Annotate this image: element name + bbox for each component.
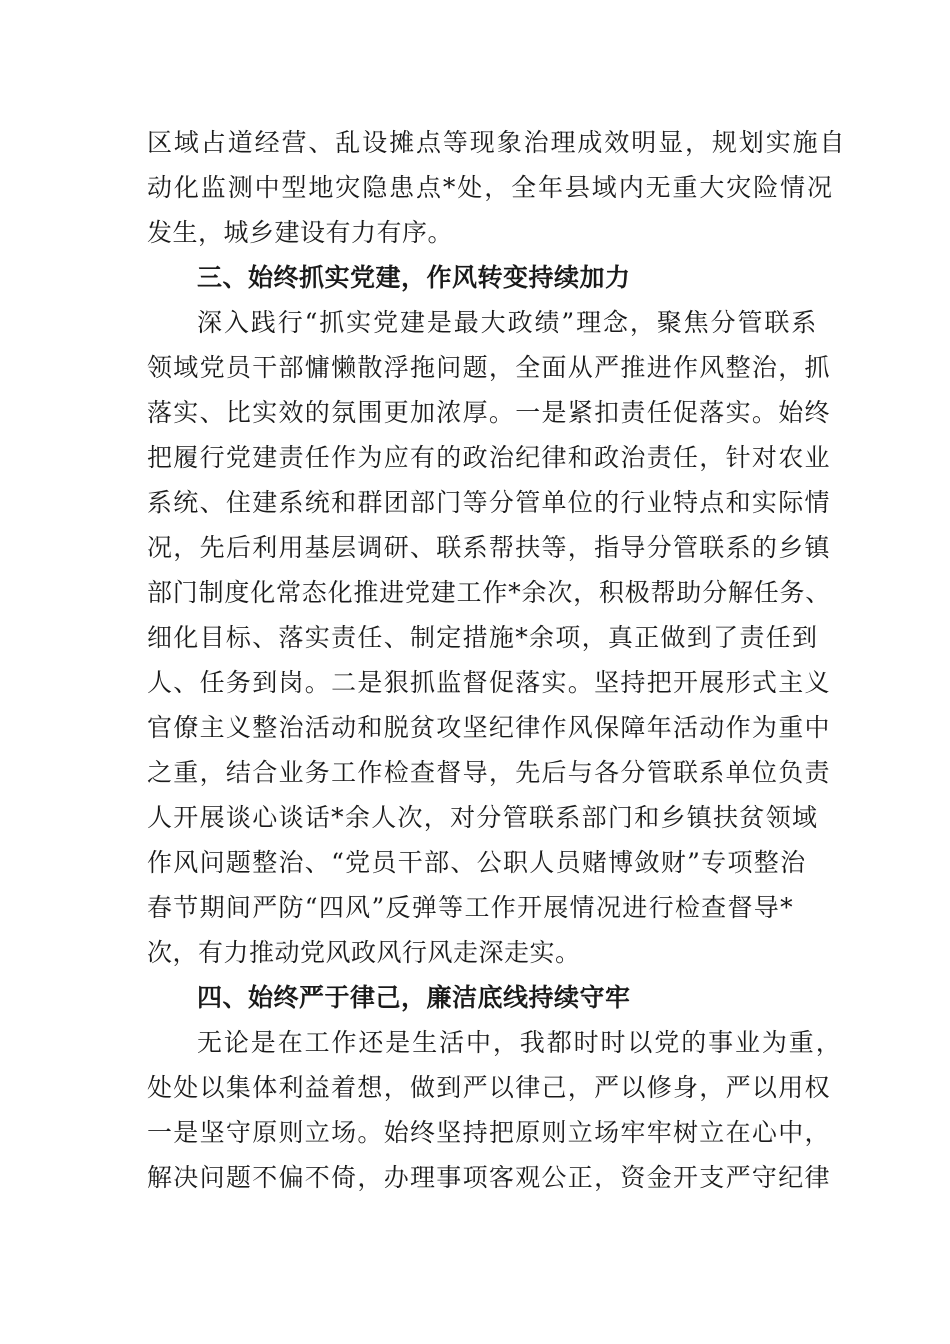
text-line-6: 领域党员干部慵懒散浮拖问题，全面从严推进作风整治，抓 xyxy=(147,353,831,382)
text-line-14: 官僚主义整治活动和脱贫攻坚纪律作风保障年活动作为重中 xyxy=(147,713,831,742)
text-line-7: 落实、比实效的氛围更加浓厚。一是紧扣责任促落实。始终 xyxy=(147,398,831,427)
paragraph-start: 深入践行“抓实党建是最大政绩”理念，聚焦分管联系 xyxy=(197,308,819,337)
text-line-13: 人、任务到岗。二是狠抓监督促落实。坚持把开展形式主义 xyxy=(147,668,831,697)
section-heading-3: 三、始终抓实党建，作风转变持续加力 xyxy=(197,263,631,292)
text-line-2: 动化监测中型地灾隐患点*处，全年县域内无重大灾险情况 xyxy=(147,173,834,202)
text-line-1: 区域占道经营、乱设摊点等现象治理成效明显，规划实施自 xyxy=(147,128,847,157)
text-line-18: 春节期间严防“四风”反弹等工作开展情况进行检查督导* xyxy=(147,893,794,922)
section-heading-4: 四、始终严于律己，廉洁底线持续守牢 xyxy=(197,983,631,1012)
text-line-19: 次，有力推动党风政风行风走深走实。 xyxy=(147,938,581,967)
text-line-8: 把履行党建责任作为应有的政治纪律和政治责任，针对农业 xyxy=(147,443,831,472)
text-line-15: 之重，结合业务工作检查督导，先后与各分管联系单位负责 xyxy=(147,758,831,787)
text-line-9: 系统、住建系统和群团部门等分管单位的行业特点和实际情 xyxy=(147,488,831,517)
paragraph-start: 无论是在工作还是生活中，我都时时以党的事业为重， xyxy=(197,1028,843,1057)
text-line-22: 处处以集体利益着想，做到严以律己，严以修身，严以用权 xyxy=(147,1073,831,1102)
text-line-17: 作风问题整治、“党员干部、公职人员赌博敛财”专项整治 xyxy=(147,848,807,877)
text-line-23: 一是坚守原则立场。始终坚持把原则立场牢牢树立在心中， xyxy=(147,1118,831,1147)
text-line-3: 发生，城乡建设有力有序。 xyxy=(147,218,454,247)
text-line-12: 细化目标、落实责任、制定措施*余项，真正做到了责任到 xyxy=(147,623,819,652)
text-line-10: 况，先后利用基层调研、联系帮扶等，指导分管联系的乡镇 xyxy=(147,533,831,562)
text-line-16: 人开展谈心谈话*余人次，对分管联系部门和乡镇扶贫领域 xyxy=(147,803,819,832)
text-line-11: 部门制度化常态化推进党建工作*余次，积极帮助分解任务、 xyxy=(147,578,832,607)
document-page xyxy=(147,120,847,1200)
text-line-24: 解决问题不偏不倚，办理事项客观公正，资金开支严守纪律 xyxy=(147,1163,831,1192)
